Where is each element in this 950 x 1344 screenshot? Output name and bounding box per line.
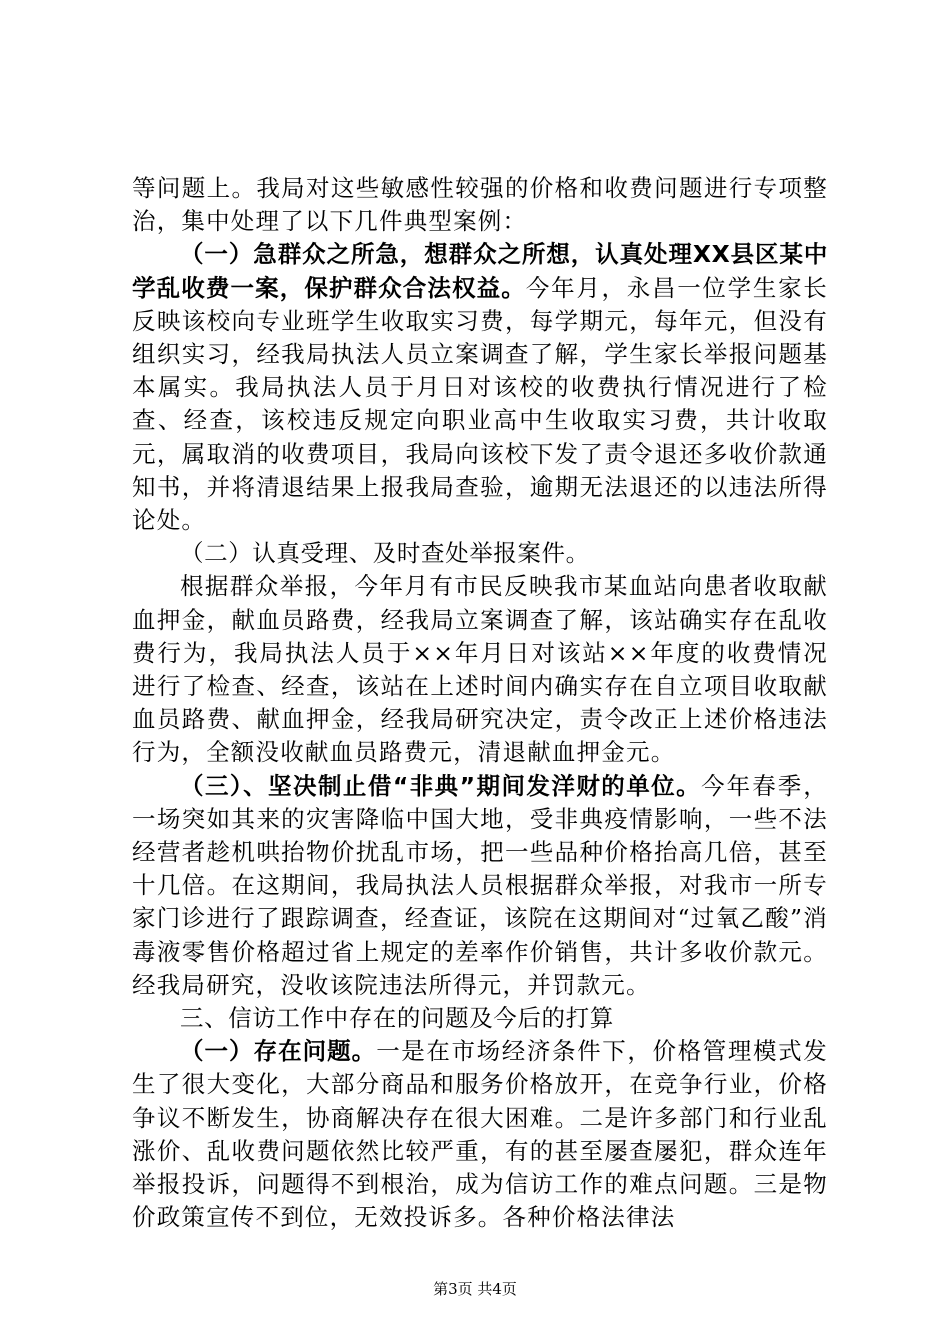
case-three-heading: （三）、坚决制止借“非典”期间发洋财的单位。 [180,771,702,800]
paragraph-case-two-body: 根据群众举报，今年月有市民反映我市某血站向患者收取献血押金，献血员路费，经我局立案调查了解，该站确实存在乱收费行为，我局执法人员于××年月日对该站××年度的收费情况进行了检查、经查，该站在上述时间内确实存在自立项目收取献血员路费、献血押金，经我局研究决定，责令改正上述价格违法行为，全额没收献血员路费元，清退献血押金元。 [132,572,828,767]
paragraph-case-two-heading [132,537,828,570]
document-body [132,172,828,1235]
problems-body: 一是在市场经济条件下，价格管理模式发生了很大变化，大部分商品和服务价格放开，在竞争行业，价格争议不断发生，协商解决存在很大困难。二是许多部门和行业乱涨价、乱收费问题依然比较严重，有的甚至屡查屡犯，群众连年举报投诉，问题得不到根治，成为信访工作的难点问题。三是物价政策宣传不到位，无效投诉多。各种价格法律法 [132,1037,828,1232]
case-two-heading: （二）认真受理、及时查处举报案件。 [180,539,590,568]
case-one-heading: （一）急群众之所急，想群众之所想，认真处理XX县区某中学乱收费一案，保护群众合法权益。 [132,240,828,302]
case-one-body: 今年月，永昌一位学生家长反映该校向专业班学生收取实习费，每学期元，每年元，但没有组织实习，经我局执法人员立案调查了解，学生家长举报问题基本属实。我局执法人员于月日对该校的收费执行情况进行了检查、经查，该校违反规定向职业高中生收取实习费，共计收取元，属取消的收费项目，我局向该校下发了责令退还多收价款通知书，并将清退结果上报我局查验，逾期无法退还的以违法所得论处。 [132,273,828,535]
paragraph-case-three [132,770,828,1002]
page-footer: 第3页 共4页 [433,1280,517,1298]
section-three-heading [132,1002,828,1035]
paragraph-case-one [132,238,828,537]
problems-heading: （一）存在问题。 [180,1037,377,1066]
paragraph-problems [132,1035,828,1234]
section-three-title: 三、信访工作中存在的问题及今后的打算 [180,1004,614,1033]
case-three-body: 今年春季，一场突如其来的灾害降临中国大地，受非典疫情影响，一些不法经营者趁机哄抬物价扰乱市场，把一些品种价格抬高几倍，甚至十几倍。在这期间，我局执法人员根据群众举报，对我市一所专家门诊进行了跟踪调查，经查证，该院在这期间对“过氧乙酸”消毒液零售价格超过省上规定的差率作价销售，共计多收价款元。经我局研究，没收该院违法所得元，并罚款元。 [132,771,829,999]
paragraph-intro: 等问题上。我局对这些敏感性较强的价格和收费问题进行专项整治，集中处理了以下几件典型案例： [132,174,828,236]
